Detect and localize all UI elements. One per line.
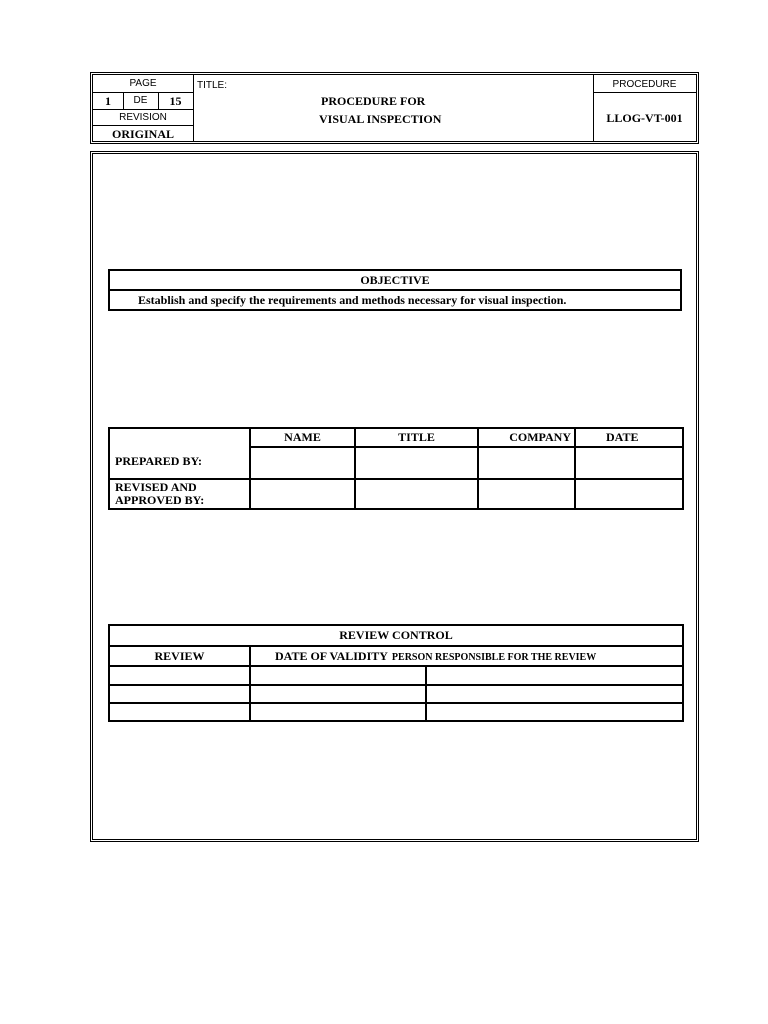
title-label: TITLE: [197,80,228,91]
col-name: NAME [250,428,355,447]
approved-company-cell [478,479,575,509]
review-cell [109,666,250,685]
review-control-heading: REVIEW CONTROL [109,625,683,646]
approval-table [108,427,684,510]
revised-approved-label [109,479,250,509]
prepared-by-label: PREPARED BY: [109,428,250,479]
header-divider-left [193,75,194,141]
prepared-date-cell [575,447,683,479]
revision-label: REVISION [119,112,167,123]
review-person-cell [426,703,683,721]
procedure-label: PROCEDURE [612,79,677,90]
review-control-table [108,624,684,722]
title-line1: PROCEDURE FOR [321,94,426,108]
header-line [93,109,193,110]
review-cell [109,685,250,703]
objective-table [108,269,682,311]
page-current: 1 [105,94,111,108]
header-line [93,125,193,126]
col-person-responsible: PERSON RESPONSIBLE FOR THE REVIEW [391,652,597,663]
review-date-cell [250,703,426,721]
review-person-cell [426,685,683,703]
review-date-cell [250,685,426,703]
col-title: TITLE [355,428,478,447]
approved-date-cell [575,479,683,509]
approved-name-cell [250,479,355,509]
header-line [93,92,193,93]
revision-value: ORIGINAL [111,127,174,141]
approved-title-cell [355,479,478,509]
header-line [593,92,696,93]
title-line2: VISUAL INSPECTION [319,112,442,126]
review-header-combined [250,646,683,666]
header-block [92,74,697,142]
page-total: 15 [169,94,182,108]
revised-label-line2: APPROVED BY: [115,493,205,507]
col-review: REVIEW [109,646,250,666]
review-date-cell [250,666,426,685]
col-company: COMPANY [478,428,575,447]
prepared-title-cell [355,447,478,479]
procedure-code: LLOG-VT-001 [606,111,683,125]
page-label: PAGE [129,78,157,89]
prepared-company-cell [478,447,575,479]
review-person-cell [426,666,683,685]
col-date: DATE [575,428,683,447]
objective-heading: OBJECTIVE [109,270,681,290]
col-date-of-validity: DATE OF VALIDITY [275,649,388,663]
prepared-name-cell [250,447,355,479]
objective-text: Establish and specify the requirements and methods necessary for visual inspection. [109,290,681,310]
review-cell [109,703,250,721]
page-separator: DE [133,95,148,106]
revised-label-line1: REVISED AND [115,480,197,494]
